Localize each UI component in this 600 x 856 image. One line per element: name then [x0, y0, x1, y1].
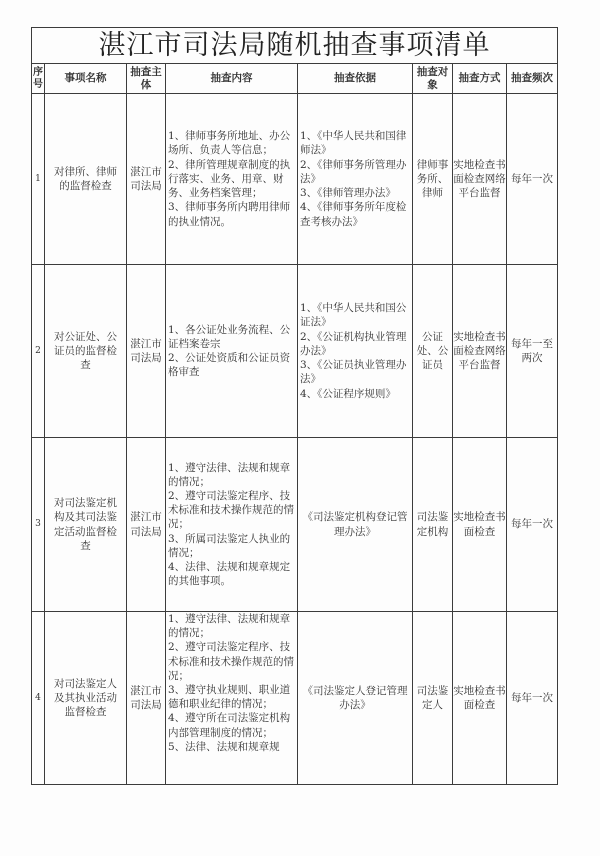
header-content: 抽查内容 [166, 64, 298, 94]
row-basis: 《司法鉴定机构登记管理办法》 [298, 438, 413, 612]
content-line: 3、律师事务所内聘用律师的执业情况。 [168, 201, 291, 228]
basis-line: 1、《中华人民共和国律师法》 [300, 130, 407, 157]
row-frequency: 每年一次 [507, 612, 558, 785]
table-row [32, 265, 558, 438]
inspection-table [31, 27, 558, 785]
header-frequency: 抽查频次 [507, 64, 558, 94]
row-content [166, 94, 298, 265]
header-basis: 抽查依据 [298, 64, 413, 94]
row-method: 实地检查书面检查 [453, 612, 507, 785]
row-item-name: 对司法鉴定人及其执业活动监督检查 [45, 612, 127, 785]
row-content [166, 265, 298, 438]
basis-line: 2、《公证机构执业管理办法》 [300, 330, 407, 357]
content-line: 1、遵守法律、法规和规章的情况； [168, 613, 291, 640]
row-subject: 湛江市司法局 [127, 438, 166, 612]
table-row [32, 612, 558, 785]
row-frequency: 每年一至两次 [507, 265, 558, 438]
content-line: 4、法律、法规和规章规定的其他事项。 [168, 561, 291, 588]
row-frequency: 每年一次 [507, 438, 558, 612]
table-row [32, 94, 558, 265]
row-item-name: 对律所、律师的监督检查 [45, 94, 127, 265]
header-method: 抽查方式 [453, 64, 507, 94]
row-basis [298, 94, 413, 265]
row-seq: 1 [32, 94, 45, 265]
row-seq: 3 [32, 438, 45, 612]
content-line: 1、各公证处业务流程、公证档案卷宗 [168, 323, 291, 350]
row-basis: 《司法鉴定人登记管理办法》 [298, 612, 413, 785]
content-line: 1、律师事务所地址、办公场所、负责人等信息； [168, 130, 291, 157]
row-subject: 湛江市司法局 [127, 612, 166, 785]
row-method: 实地检查书面检查网络平台监督 [453, 94, 507, 265]
row-target: 司法鉴定机构 [413, 438, 453, 612]
row-target: 司法鉴定人 [413, 612, 453, 785]
header-seq: 序号 [32, 64, 45, 94]
basis-line: 4、《公证程序规则》 [300, 387, 396, 400]
inspection-list-document [31, 27, 557, 785]
content-line: 4、遵守所在司法鉴定机构内部管理制度的情况； [168, 712, 291, 739]
content-line: 2、公证处资质和公证员资格审查 [168, 352, 291, 379]
row-seq: 2 [32, 265, 45, 438]
header-item-name: 事项名称 [45, 64, 127, 94]
row-content [166, 612, 298, 785]
content-line: 2、律所管理规章制度的执行落实、业务、用章、财务、业务档案管理； [168, 158, 291, 200]
row-method: 实地检查书面检查 [453, 438, 507, 612]
basis-line: 2、《律师事务所管理办法》 [300, 158, 407, 185]
table-header-row [32, 64, 558, 94]
row-subject: 湛江市司法局 [127, 265, 166, 438]
content-line: 5、法律、法规和规章规 [168, 740, 280, 753]
row-frequency: 每年一次 [507, 94, 558, 265]
row-item-name: 对司法鉴定机构及其司法鉴定活动监督检查 [45, 438, 127, 612]
content-line: 2、遵守司法鉴定程序、技术标准和技术操作规范的情况； [168, 489, 294, 531]
row-basis [298, 265, 413, 438]
row-method: 实地检查书面检查网络平台监督 [453, 265, 507, 438]
header-subject: 抽查主体 [127, 64, 166, 94]
basis-line: 3、《公证员执业管理办法》 [300, 359, 407, 386]
content-line: 2、遵守司法鉴定程序、技术标准和技术操作规范的情况； [168, 641, 294, 682]
row-target: 公证处、公证员 [413, 265, 453, 438]
content-line: 1、遵守法律、法规和规章的情况； [168, 461, 291, 488]
row-target: 律师事务所、律师 [413, 94, 453, 265]
content-line: 3、所属司法鉴定人执业的情况； [168, 532, 291, 559]
basis-line: 1、《中华人民共和国公证法》 [300, 302, 407, 329]
basis-line: 4、《律师事务所年度检查考核办法》 [300, 201, 407, 228]
row-item-name: 对公证处、公证员的监督检查 [45, 265, 127, 438]
header-target: 抽查对象 [413, 64, 453, 94]
table-row [32, 438, 558, 612]
row-subject: 湛江市司法局 [127, 94, 166, 265]
content-line: 3、遵守执业规则、职业道德和职业纪律的情况； [168, 684, 291, 711]
row-seq: 4 [32, 612, 45, 785]
basis-line: 3、《律师管理办法》 [300, 187, 396, 200]
row-content [166, 438, 298, 612]
document-title: 湛江市司法局随机抽查事项清单 [32, 28, 558, 64]
